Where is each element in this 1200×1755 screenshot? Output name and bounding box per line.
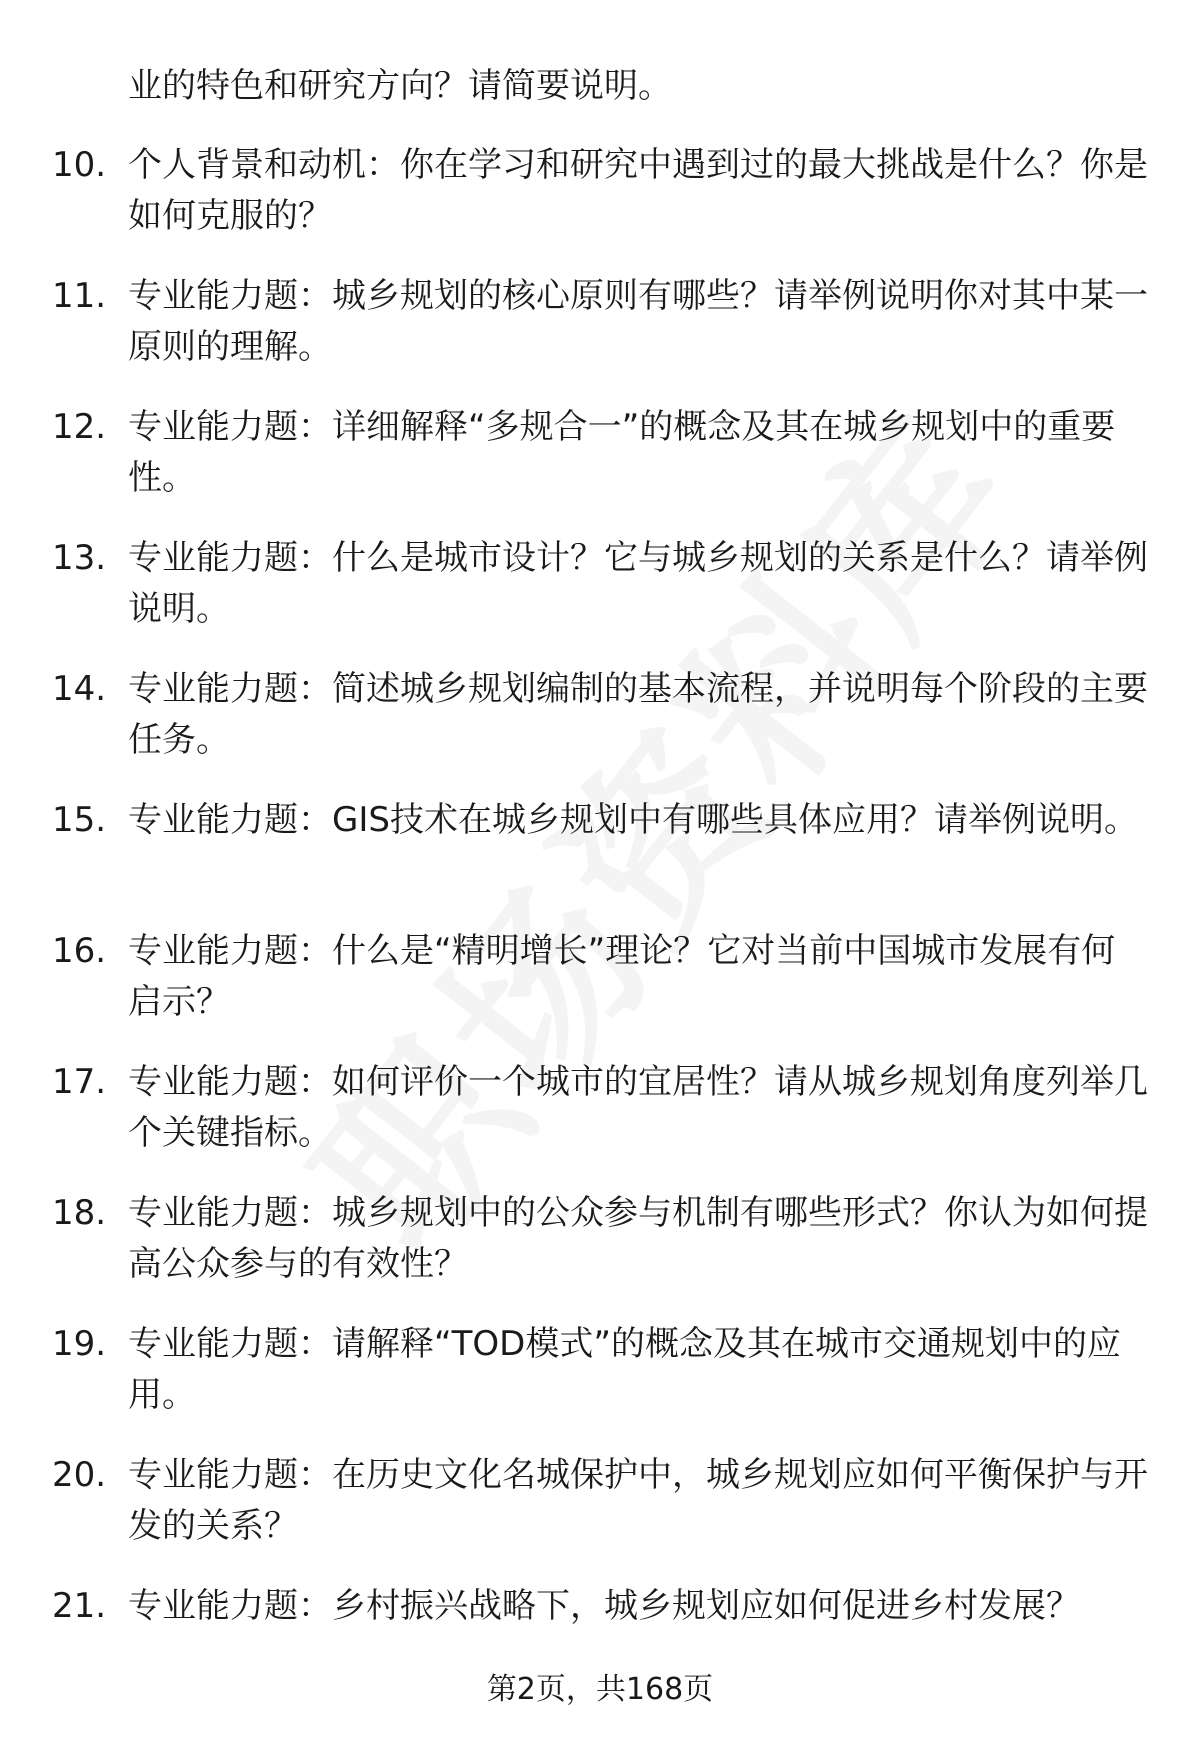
question-item	[0, 795, 1200, 926]
question-number: 15.	[52, 800, 107, 840]
question-text: 专业能力题：乡村振兴战略下，城乡规划应如何促进乡村发展？	[128, 1586, 1080, 1626]
question-number: 18.	[52, 1193, 107, 1233]
question-list	[0, 140, 1200, 1712]
question-text: 专业能力题：城乡规划的核心原则有哪些？请举例说明你对其中某一原则的理解。	[128, 276, 1148, 367]
question-item	[0, 402, 1200, 533]
question-text: 专业能力题：如何评价一个城市的宜居性？请从城乡规划角度列举几个关键指标。	[128, 1062, 1148, 1153]
question-number: 13.	[52, 538, 107, 578]
question-text: 专业能力题：详细解释“多规合一”的概念及其在城乡规划中的重要性。	[128, 407, 1116, 498]
question-text: 专业能力题：GIS技术在城乡规划中有哪些具体应用？请举例说明。	[128, 800, 1138, 840]
question-number: 10.	[52, 145, 107, 185]
page-footer: 第2页，共168页	[486, 1672, 714, 1707]
question-item	[0, 1450, 1200, 1581]
question-text: 个人背景和动机：你在学习和研究中遇到过的最大挑战是什么？你是如何克服的？	[128, 145, 1148, 236]
question-text: 专业能力题：在历史文化名城保护中，城乡规划应如何平衡保护与开发的关系？	[128, 1455, 1148, 1546]
question-text: 专业能力题：请解释“TOD模式”的概念及其在城市交通规划中的应用。	[128, 1324, 1121, 1415]
question-text: 专业能力题：简述城乡规划编制的基本流程，并说明每个阶段的主要任务。	[128, 669, 1148, 760]
question-item	[0, 926, 1200, 1057]
question-item	[0, 533, 1200, 664]
question-item	[0, 1057, 1200, 1188]
question-item	[0, 664, 1200, 795]
question-number: 21.	[52, 1586, 107, 1626]
question-number: 17.	[52, 1062, 107, 1102]
question-text: 专业能力题：城乡规划中的公众参与机制有哪些形式？你认为如何提高公众参与的有效性？	[128, 1193, 1148, 1284]
question-number: 16.	[52, 931, 107, 971]
question-number: 14.	[52, 669, 107, 709]
question-number: 12.	[52, 407, 107, 447]
question-item	[0, 140, 1200, 271]
question-number: 20.	[52, 1455, 107, 1495]
question-number: 19.	[52, 1324, 107, 1364]
continuation-text: 业的特色和研究方向？请简要说明。	[128, 66, 672, 106]
question-text: 专业能力题：什么是城市设计？它与城乡规划的关系是什么？请举例说明。	[128, 538, 1148, 629]
question-item	[0, 1319, 1200, 1450]
question-item	[0, 1188, 1200, 1319]
question-item	[0, 271, 1200, 402]
question-text: 专业能力题：什么是“精明增长”理论？它对当前中国城市发展有何启示？	[128, 931, 1116, 1022]
question-number: 11.	[52, 276, 107, 316]
